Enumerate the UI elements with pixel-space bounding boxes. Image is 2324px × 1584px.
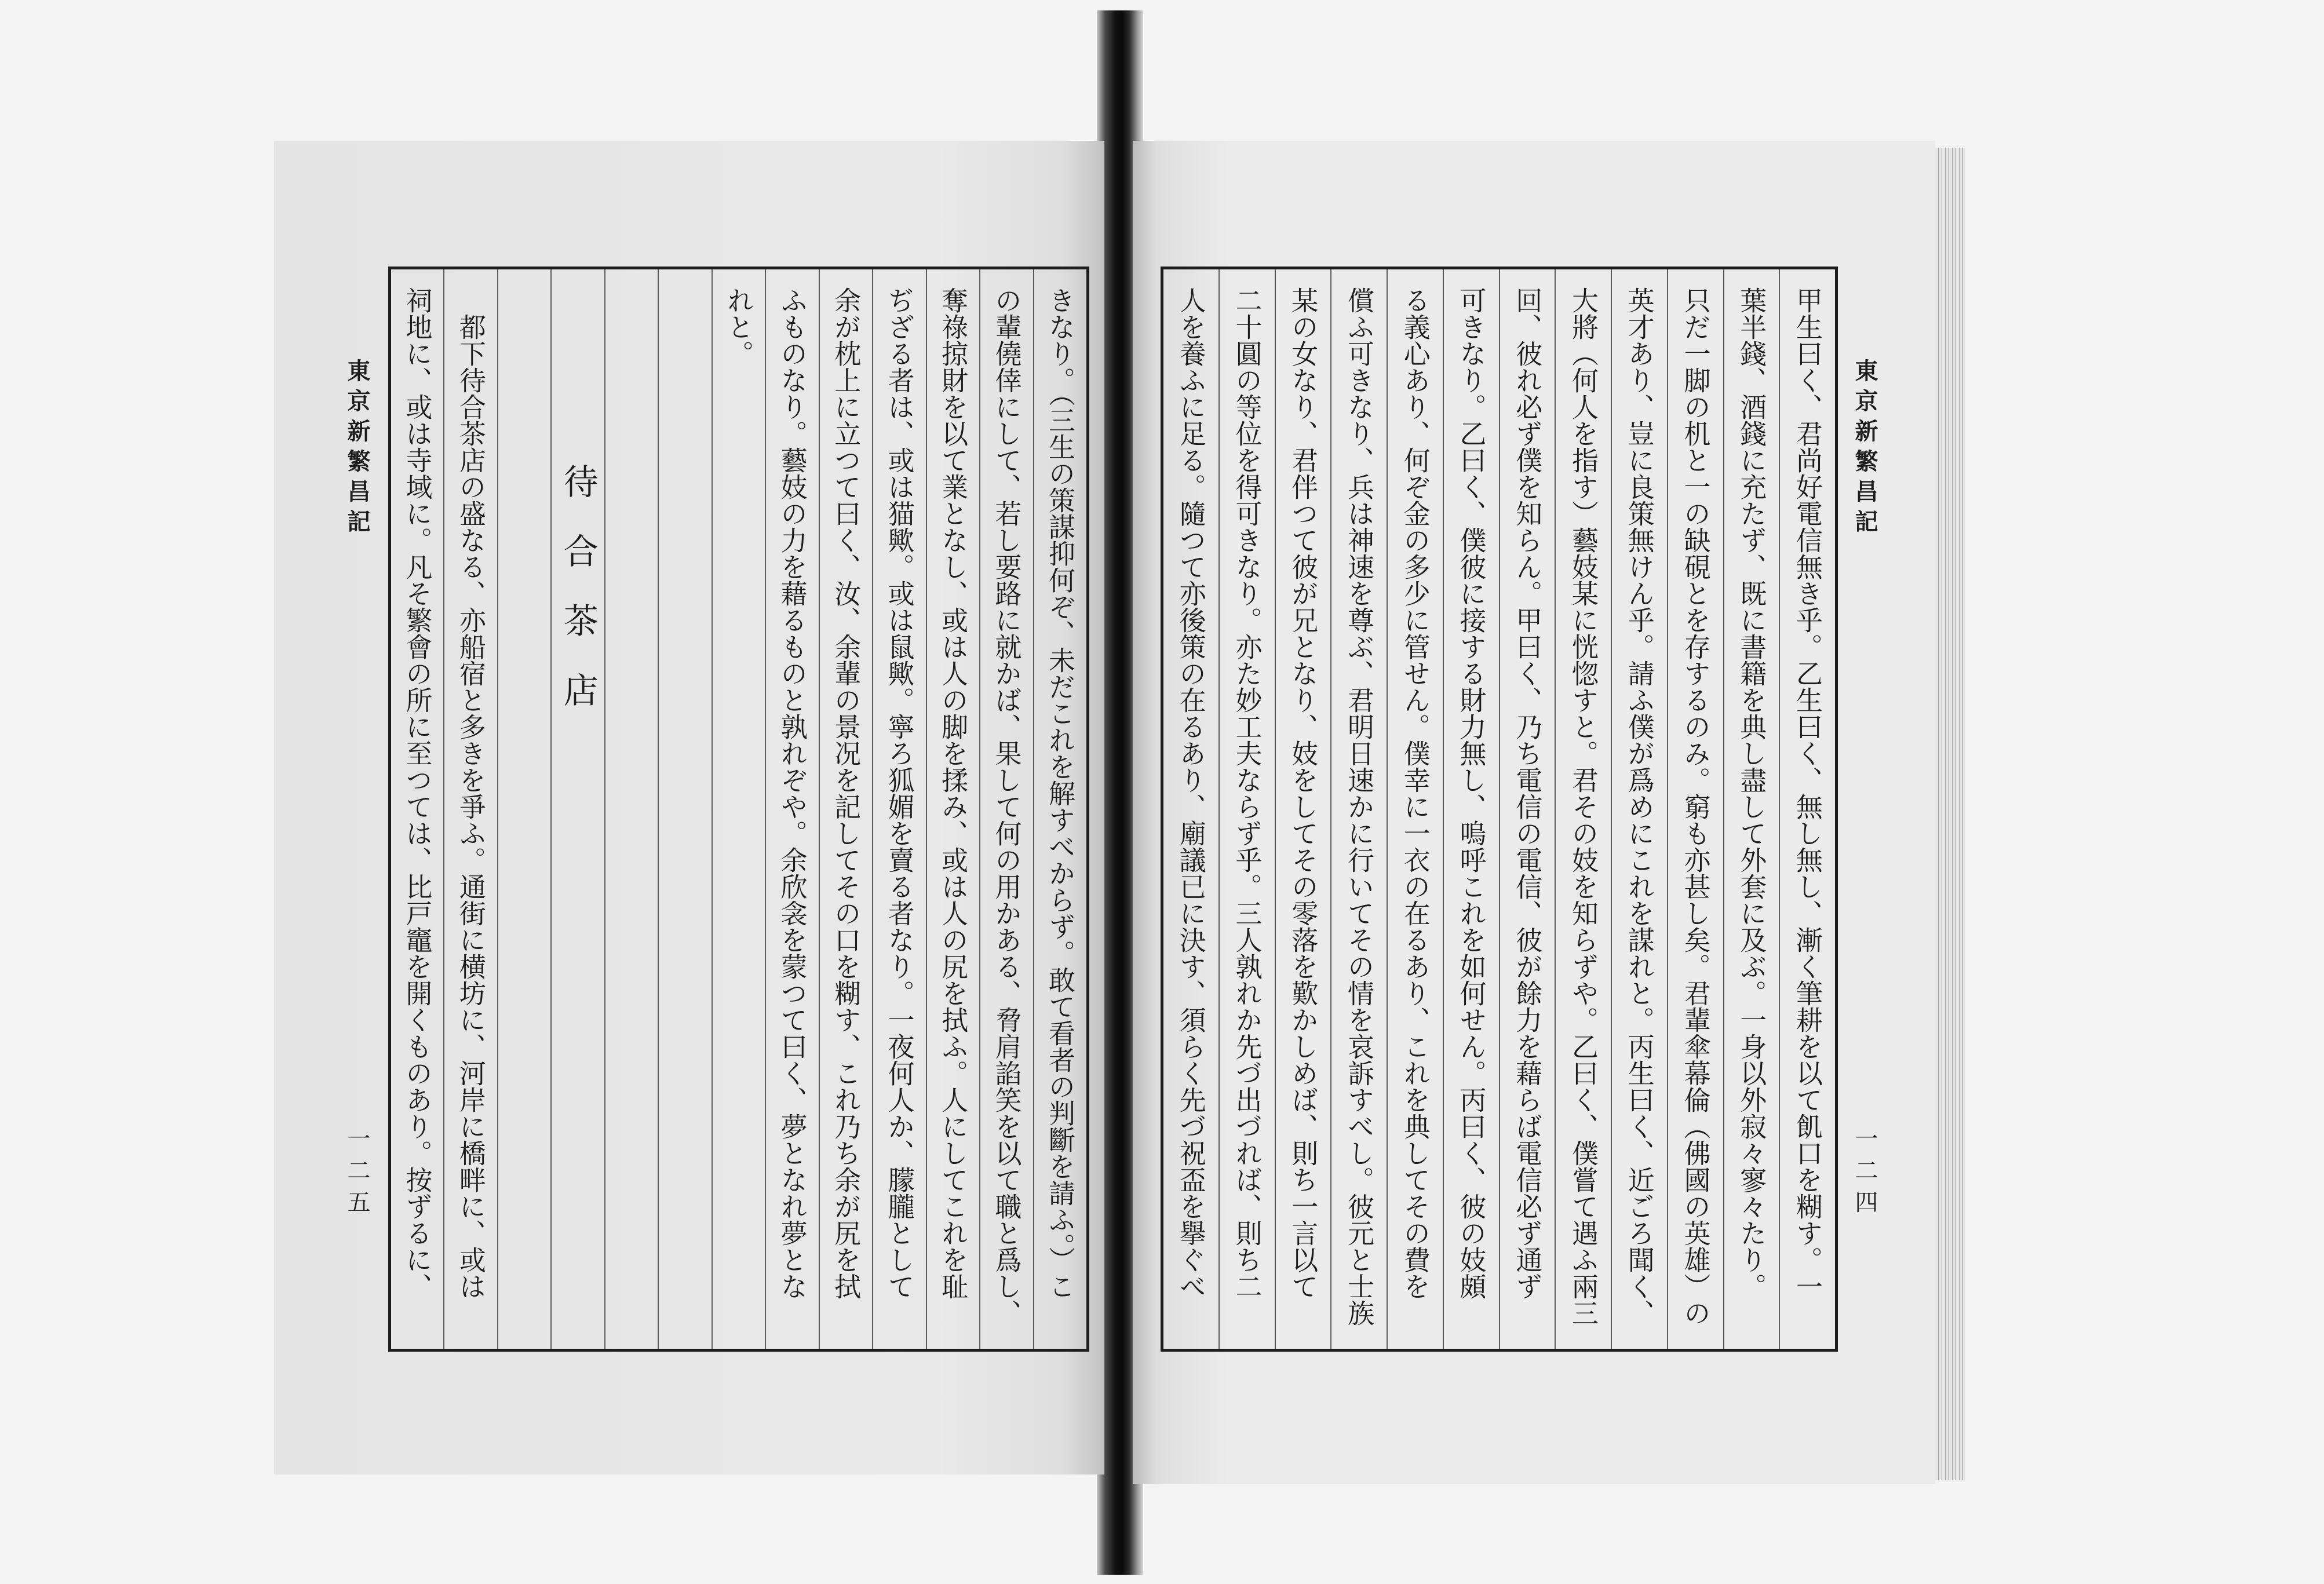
text-column: 人を養ふに足る。隨つて亦後策の在るあり、廟議已に決す、須らく先づ祝盃を擧ぐべ <box>1175 287 1207 1300</box>
text-column: きなり。（三生の策謀抑何ぞ、未だこれを解すべからず。敢て看者の判斷を請ふ。）こ <box>1033 269 1086 1349</box>
text-column: 奪祿掠財を以て業となし、或は人の脚を揉み、或は人の尻を拭ふ。人にしてこれを耻 <box>926 269 979 1349</box>
page-number: 一二四 <box>1851 1126 1878 1222</box>
text-column: る義心あり、何ぞ金の多少に管せん。僕幸に一衣の在るあり、これを典してその費を <box>1387 269 1443 1349</box>
page-number: 一二五 <box>344 1126 370 1222</box>
text-column: 二十圓の等位を得可きなり。亦た妙工夫ならず乎。三人孰れか先づ出づれば、則ち二 <box>1218 269 1275 1349</box>
running-head: 東京新繁昌記 <box>1851 359 1878 539</box>
text-column: ぢざる者は、或は猫歟。或は鼠歟。寧ろ狐媚を賣る者なり。一夜何人か、朦朧として <box>872 269 925 1349</box>
text-column: 都下待合茶店の盛なる、亦船宿と多きを爭ふ。通街に横坊に、河岸に橋畔に、或は <box>443 269 497 1349</box>
text-column: 英才あり、豈に良策無けん乎。請ふ僕が爲めにこれを謀れと。丙生曰く、近ごろ聞く、 <box>1611 269 1667 1349</box>
left-page <box>274 141 1104 1474</box>
text-column: の輩僥倖にして、若し要路に就かば、果して何の用かある、脅肩諂笑を以て職と爲し、 <box>979 269 1033 1349</box>
right-page <box>1133 141 1935 1484</box>
text-column: 大將（何人を指す）藝妓某に恍惚すと。君その妓を知らずや。乙曰く、僕嘗て遇ふ兩三 <box>1555 269 1611 1349</box>
text-column: 可きなり。乙曰く、僕彼に接する財力無し、嗚呼これを如何せん。丙曰く、彼の妓頗 <box>1443 269 1499 1349</box>
text-frame <box>388 267 1089 1352</box>
text-column: 回、彼れ必ず僕を知らん。甲曰く、乃ち電信の電信、彼が餘力を藉らば電信必ず通ず <box>1499 269 1555 1349</box>
blank-column <box>604 269 658 1349</box>
text-column: 償ふ可きなり、兵は神速を尊ぶ、君明日速かに行いてその情を哀訴すべし。彼元と士族 <box>1330 269 1387 1349</box>
text-column: 甲生曰く、君尚好電信無き乎。乙生曰く、無し無し、漸く筆耕を以て飢口を糊す。一 <box>1779 269 1835 1349</box>
running-head: 東京新繁昌記 <box>344 359 371 539</box>
text-column: れと。 <box>712 269 765 1349</box>
text-column: 祠地に、或は寺域に。凡そ繁會の所に至つては、比戸竈を開くものあり。按ずるに、 <box>402 287 433 1300</box>
page-edges <box>1935 148 1965 1480</box>
section-title: 待合茶店 <box>550 269 604 1349</box>
text-column: 只だ一脚の机と一の缺硯とを存するのみ。窮も亦甚し矣。君輩傘幕倫（佛國の英雄）の <box>1667 269 1723 1349</box>
text-column: ふものなり。藝妓の力を藉るものと孰れぞや。余欣衾を蒙つて曰く、夢となれ夢とな <box>765 269 818 1349</box>
text-column: 余が枕上に立つて曰く、汝、余輩の景况を記してその口を糊す、これ乃ち余が尻を拭 <box>819 269 872 1349</box>
blank-column <box>497 269 550 1349</box>
text-frame <box>1161 267 1838 1352</box>
text-column: 葉半錢、酒錢に充たず、既に書籍を典し盡して外套に及ぶ。一身以外寂々寥々たり。 <box>1723 269 1779 1349</box>
blank-column <box>658 269 711 1349</box>
text-column: 某の女なり、君伴つて彼が兄となり、妓をしてその零落を歎かしめば、則ち一言以て <box>1275 269 1331 1349</box>
